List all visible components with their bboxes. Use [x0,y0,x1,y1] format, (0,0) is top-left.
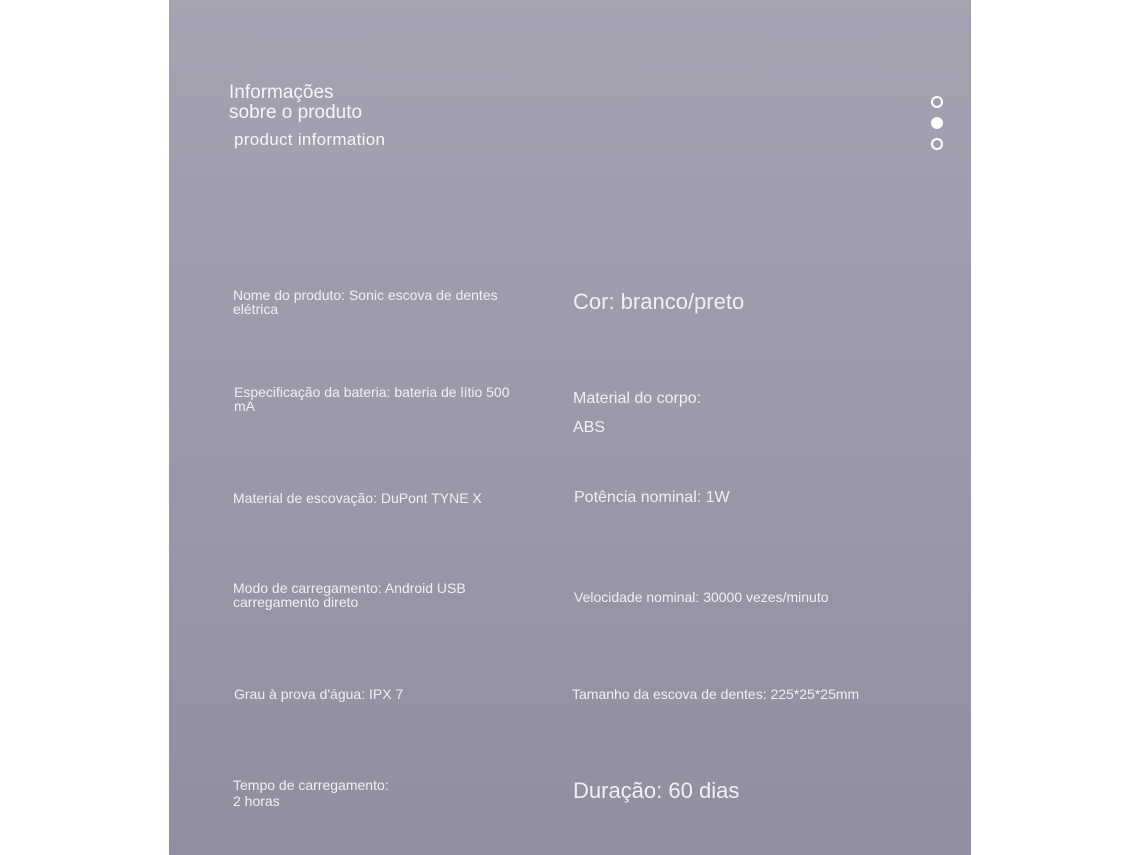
pagination-dot-1[interactable] [931,96,943,108]
spec-body-material: Material do corpo: ABS [573,390,702,436]
spec-battery: Especificação da bateria: bateria de lítio 500 mA [234,384,510,414]
spec-color: Cor: branco/preto [573,289,745,314]
spec-brush-size: Tamanho da escova de dentes: 225*25*25mm [572,686,860,702]
pagination-dot-3[interactable] [931,138,943,150]
spec-bristle-material: Material de escovação: DuPont TYNE X [233,490,482,506]
pagination-dot-2-active[interactable] [931,117,943,129]
spec-charging-time: Tempo de carregamento: 2 horas [233,777,389,809]
spec-product-name: Nome do produto: Sonic escova de dentes elétrica [233,287,498,317]
spec-duration: Duração: 60 dias [573,778,740,803]
title-english: product information [234,130,386,149]
pagination-dots [931,96,943,159]
spec-rated-speed: Velocidade nominal: 30000 vezes/minuto [574,589,829,605]
product-info-panel [169,0,971,855]
spec-charging-mode: Modo de carregamento: Android USB carregamento direto [233,580,466,610]
title-portuguese: Informações sobre o produto [229,82,363,123]
spec-waterproof: Grau à prova d'água: IPX 7 [234,686,404,702]
spec-rated-power: Potência nominal: 1W [574,489,730,506]
